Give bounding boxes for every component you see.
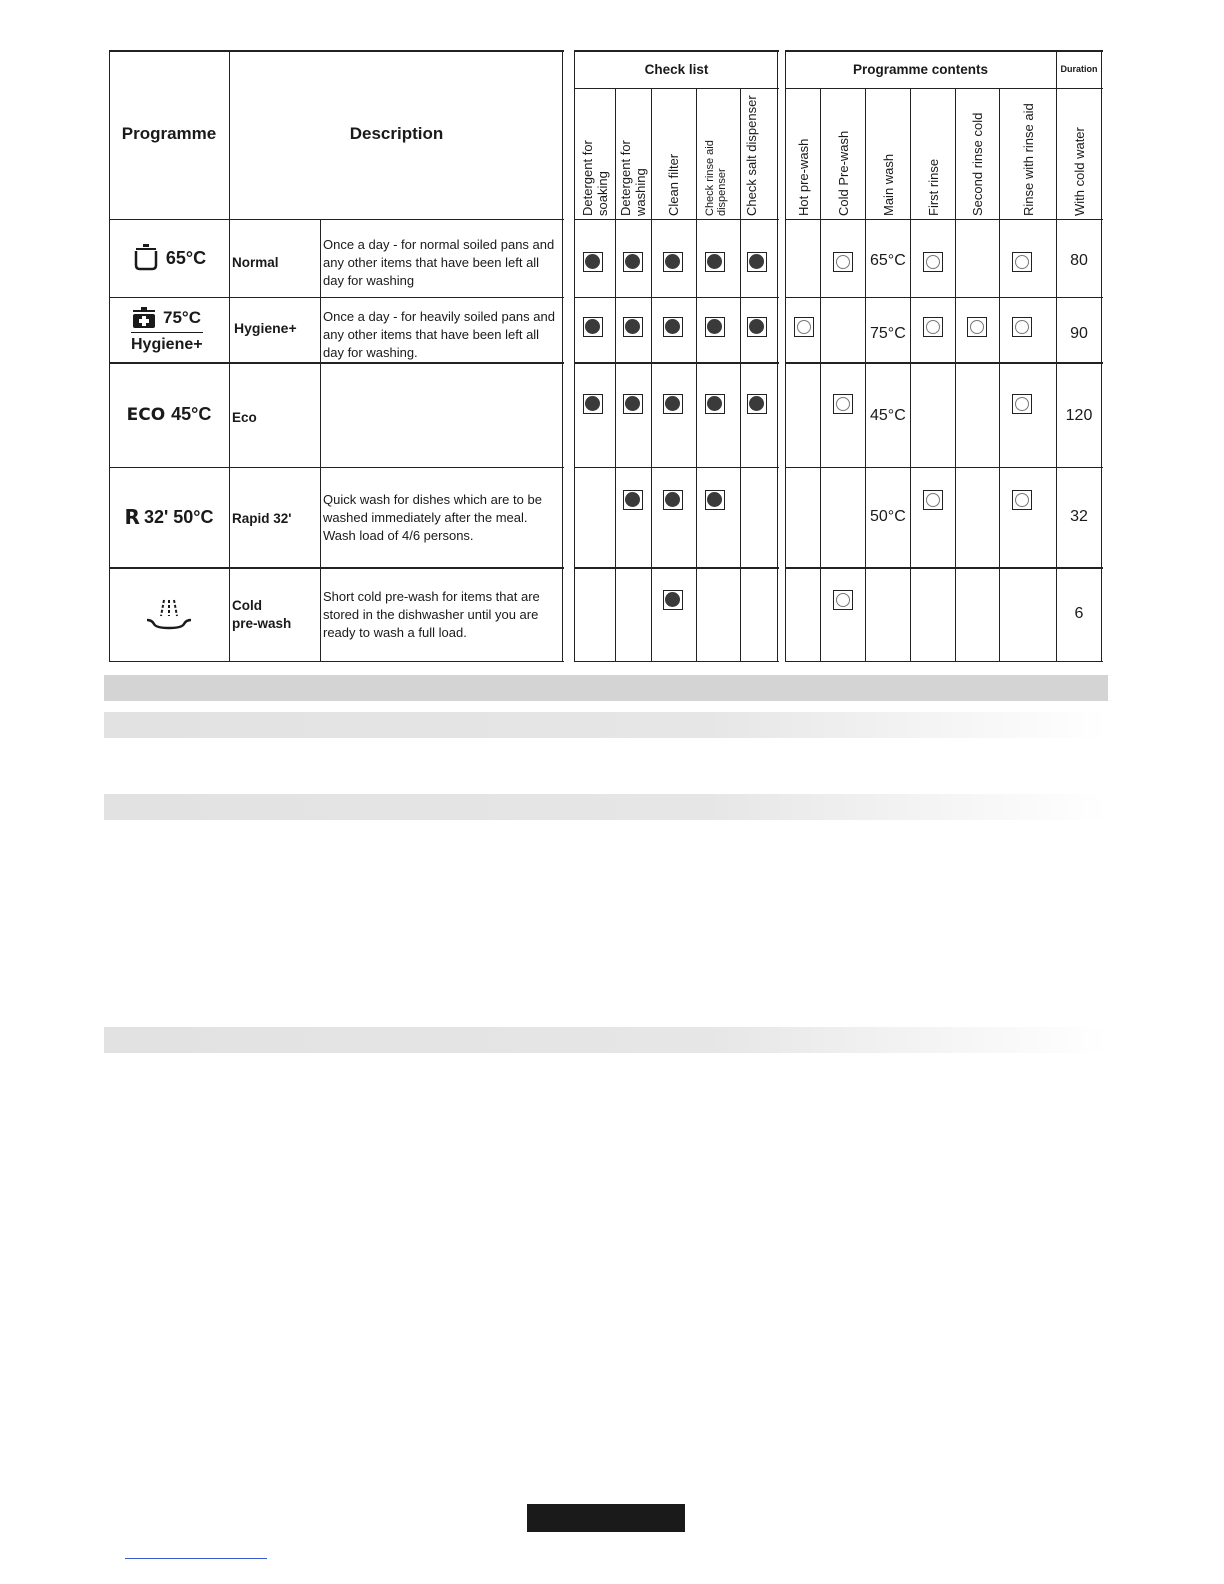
content-mark-hot-prewash (794, 317, 814, 337)
programme-description: Quick wash for dishes which are to be washed immediately after the meal. Wash load of 4/6 persons. (323, 492, 542, 543)
pot-icon (132, 243, 160, 273)
duration-header: Duration (1060, 64, 1098, 74)
programme-contents-header: Programme contents (852, 62, 989, 77)
check-mark-filled (663, 590, 683, 610)
check-list-header: Check list (644, 62, 709, 77)
programme-eco (109, 362, 229, 467)
programme-header: Programme (121, 124, 217, 143)
programme-description: Once a day - for normal soiled pans and any other items that have been left all day for washing (323, 237, 555, 288)
check-mark-filled (705, 252, 725, 272)
col-hot-prewash: Hot pre-wash (796, 138, 811, 216)
programme-name: Cold pre-wash (232, 598, 292, 631)
section-band (104, 794, 1108, 820)
duration-value: 6 (1074, 605, 1084, 622)
duration-value: 80 (1070, 252, 1088, 269)
check-mark-filled (583, 317, 603, 337)
col-main-wash: Main wash (881, 153, 896, 216)
col-rinse-aid: Rinse with rinse aid (1021, 103, 1036, 216)
content-mark-cold-prewash (833, 590, 853, 610)
check-mark-filled (663, 394, 683, 414)
check-mark-filled (705, 490, 725, 510)
col-check-salt: Check salt dispenser (744, 95, 759, 216)
programme-name: Hygiene+ (234, 320, 297, 336)
content-mark-cold-prewash (833, 394, 853, 414)
programme-cold-prewash (109, 567, 229, 661)
section-band (104, 712, 1108, 738)
content-mark-rinse-aid (1012, 394, 1032, 414)
check-mark-filled (583, 394, 603, 414)
check-mark-filled (663, 317, 683, 337)
check-mark-filled (705, 394, 725, 414)
check-mark-filled (747, 317, 767, 337)
programme-name: Rapid 32' (232, 511, 292, 526)
programme-name: Normal (232, 255, 279, 270)
programme-normal (109, 219, 229, 297)
col-detergent-washing: Detergent for washing (618, 140, 648, 216)
programme-contents-table (785, 50, 1103, 662)
content-mark-first-rinse (923, 490, 943, 510)
cold-prewash-icon (144, 596, 194, 632)
programme-description: Short cold pre-wash for items that are stored in the dishwasher until you are ready to wash a full load. (323, 589, 540, 640)
duration-value: 90 (1070, 325, 1088, 342)
programme-temp: 45°C (171, 404, 212, 424)
programme-hygiene (109, 302, 229, 362)
check-mark-filled (583, 252, 603, 272)
programme-temp: 75°C (163, 308, 201, 327)
content-mark-first-rinse (923, 252, 943, 272)
content-mark-rinse-aid (1012, 490, 1032, 510)
hygiene-label: Hygiene+ (131, 336, 203, 353)
col-cold-prewash: Cold Pre-wash (836, 130, 851, 216)
check-mark-filled (705, 317, 725, 337)
programme-name: Eco (232, 410, 257, 425)
content-mark-rinse-aid (1012, 317, 1032, 337)
footer-rule (125, 1558, 267, 1559)
duration-value: 32 (1070, 508, 1088, 525)
page-number-bar (527, 1504, 685, 1532)
section-band (104, 675, 1108, 701)
main-wash-temp: 65°C (870, 252, 906, 269)
check-mark-filled (623, 317, 643, 337)
main-wash-temp: 45°C (870, 407, 906, 424)
programme-rapid (109, 467, 229, 567)
hygiene-icon (131, 307, 157, 329)
description-header: Description (349, 124, 444, 143)
check-mark-filled (747, 394, 767, 414)
content-mark-first-rinse (923, 317, 943, 337)
programme-description: Once a day - for heavily soiled pans and any other items that have been left all day for washing. (323, 309, 555, 360)
programme-temp: 32' 50°C (143, 506, 214, 527)
section-band (104, 1027, 1108, 1053)
eco-icon: ECO (126, 404, 166, 425)
check-mark-filled (663, 490, 683, 510)
col-clean-filter: Clean filter (666, 153, 681, 216)
main-wash-temp: 50°C (870, 508, 906, 525)
programme-table (109, 50, 564, 662)
content-mark-cold-prewash (833, 252, 853, 272)
rapid-icon: R (124, 505, 140, 529)
check-mark-filled (623, 394, 643, 414)
col-check-rinse-aid: Check rinse aid dispenser (704, 140, 728, 216)
content-mark-second-rinse (967, 317, 987, 337)
check-mark-filled (623, 490, 643, 510)
main-wash-temp: 75°C (870, 325, 906, 342)
check-mark-filled (747, 252, 767, 272)
col-second-rinse: Second rinse cold (970, 112, 985, 216)
duration-value: 120 (1065, 407, 1093, 424)
check-mark-filled (623, 252, 643, 272)
col-detergent-soaking: Detergent for soaking (580, 140, 610, 216)
col-with-cold-water: With cold water (1072, 127, 1087, 216)
check-list-table (574, 50, 779, 662)
content-mark-rinse-aid (1012, 252, 1032, 272)
check-mark-filled (663, 252, 683, 272)
programme-temp: 65°C (165, 247, 207, 268)
col-first-rinse: First rinse (926, 158, 941, 216)
